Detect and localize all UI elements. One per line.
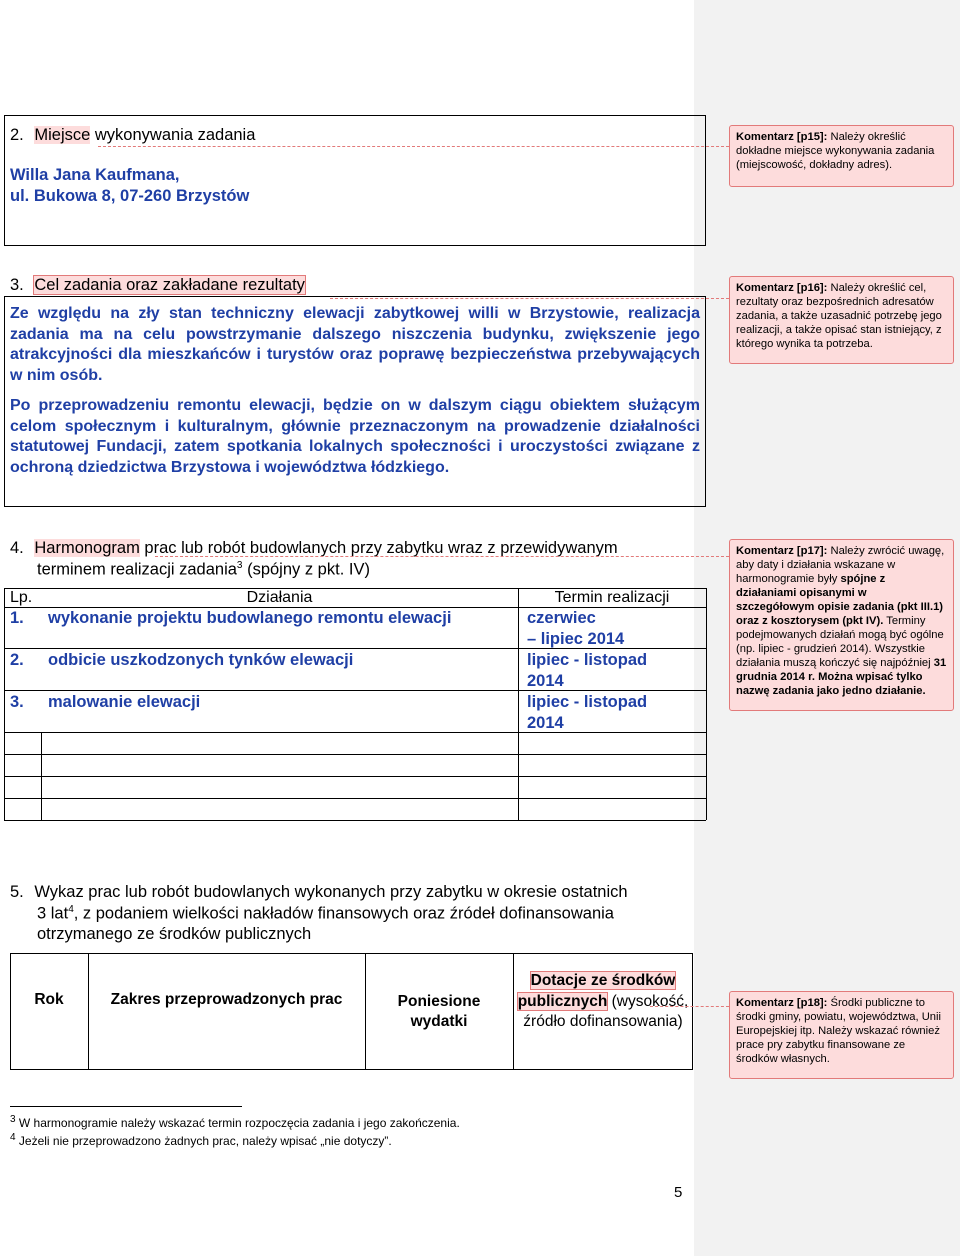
comment16-connector	[330, 298, 729, 299]
comment18-text: Środki publiczne to środki gminy, powiatu, województwa, Unii Europejskiej itp. Należy wskazać również prace pry zabytku finansowane ze środków własnych.	[736, 997, 941, 1065]
comment17-bold-1: spójne z działaniami opisanymi w szczegółowym opisie zadania (pkt III.1) oraz z kosztorysem (pkt IV).	[736, 573, 944, 627]
harm-table-line	[4, 588, 5, 820]
works-header-zakres: Zakres przeprowadzonych prac	[110, 991, 343, 1008]
footnote-3-text: W harmonogramie należy wskazać termin rozpoczęcia zadania i jego zakończenia.	[15, 1116, 460, 1130]
works-header-poniesione-2: wydatki	[410, 1013, 468, 1030]
works-table-line	[513, 953, 514, 1070]
harm-table-line	[4, 776, 706, 777]
section5-line1: Wykaz prac lub robót budowlanych wykonanych przy zabytku w okresie ostatnich	[34, 883, 628, 901]
section5-number: 5.	[10, 883, 24, 901]
harm-row-2-action: odbicie uszkodzonych tynków elewacji	[48, 651, 354, 669]
harm-table-line	[4, 732, 706, 733]
harm-row-2-term2: 2014	[527, 672, 564, 690]
section4-title-rest: prac lub robót budowlanych przy zabytku wraz z przewidywanym	[139, 539, 618, 557]
comment17-text-2: Terminy podejmowanych działań mogą być ogólne (np. lipiec - grudzień 2014). Wszystkie działania muszą kończyć się najpóźniej	[736, 615, 944, 669]
section3-paragraph-1: Ze względu na zły stan techniczny elewacji zabytkowej willi w Brzystowie, realizacja zadania ma na celu powstrzymanie dalszego niszczenia budynku, zwiększenie jego atrakcyjności dla mieszkańców i turystów oraz poprawę bezpieczeństwa przebywających w nim osób.	[10, 305, 700, 384]
comment15-connector	[98, 146, 729, 147]
comment17-connector	[155, 556, 729, 557]
section3-title: Cel zadania oraz zakładane rezultaty	[34, 276, 305, 294]
harm-row-2-term1: lipiec - listopad	[527, 651, 648, 669]
section4-title-line2	[37, 560, 370, 580]
section2-title	[10, 126, 255, 145]
comment18-tag: Komentarz [p18]:	[736, 997, 828, 1009]
harm-row-3-action: malowanie elewacji	[48, 693, 201, 711]
footnote-3	[10, 1112, 460, 1131]
section3-number: 3.	[10, 276, 24, 294]
comment15-text: Należy określić dokładne miejsce wykonywania zadania (miejscowość, dokładny adres).	[736, 131, 935, 171]
comment-p16[interactable]	[729, 276, 954, 364]
harm-table-line	[4, 754, 706, 755]
section5-title-line2	[37, 904, 614, 924]
section2-number: 2.	[10, 126, 24, 144]
footnote-3-num: 3	[10, 1114, 16, 1125]
harm-table-line	[4, 798, 706, 799]
section5-line2b: , z podaniem wielkości nakładów finansowych oraz źródeł dofinansowania	[73, 904, 614, 923]
section4-title-tail: (spójny z pkt. IV)	[242, 560, 370, 579]
section3-title-row	[10, 276, 305, 295]
footnote-ref-4: 4	[68, 904, 74, 915]
section2-place-line1: Willa Jana Kaufmana,	[10, 166, 180, 184]
comment-p17[interactable]	[729, 539, 954, 711]
works-header-dotacje-bold: Dotacje ze środków publicznych	[517, 972, 676, 1010]
works-header-poniesione	[365, 992, 513, 1032]
harm-row-3-lp: 3.	[10, 693, 24, 711]
page-number: 5	[674, 1184, 683, 1201]
section4-title-line2-text: terminem realizacji zadania	[37, 560, 237, 579]
harm-table-line	[41, 732, 42, 820]
footnote-separator	[10, 1106, 242, 1107]
works-header-poniesione-1: Poniesione	[397, 993, 481, 1010]
footnote-4-num: 4	[10, 1132, 16, 1143]
footnote-4-text: Jeżeli nie przeprowadzono żadnych prac, należy wpisać „nie dotyczy”.	[15, 1134, 392, 1148]
works-header-rok: Rok	[34, 991, 64, 1008]
harm-table-line	[4, 607, 706, 608]
section5-title-line3: otrzymanego ze środków publicznych	[37, 925, 312, 943]
works-header-dotacje	[517, 971, 689, 1033]
section5-title-line1	[10, 883, 628, 902]
comment17-text-1: Należy zwrócić uwagę, aby daty i działania wskazane w harmonogramie były	[736, 545, 945, 585]
harm-header-termin: Termin realizacji	[554, 589, 670, 606]
harm-row-1-action: wykonanie projektu budowlanego remontu elewacji	[48, 609, 452, 627]
comment17-tag: Komentarz [p17]:	[736, 545, 828, 557]
harm-row-3-term2: 2014	[527, 714, 564, 732]
comment16-text: Należy określić cel, rezultaty oraz bezpośrednich adresatów zadania, a także uzasadnić potrzebę jego realizacji, a także opisać stan istniejący, z którego wynika ta potrzeba.	[736, 282, 942, 350]
section5-line2a: 3 lat	[37, 904, 69, 923]
works-header-dotacje-rest: (wysokość, źródło dofinansowania)	[523, 992, 689, 1030]
comment-p18[interactable]	[729, 991, 954, 1079]
harm-header-lp: Lp.	[10, 589, 33, 606]
harm-row-1-lp: 1.	[10, 609, 24, 627]
harm-table-line	[706, 588, 707, 820]
harm-table-line	[4, 820, 706, 821]
section2-title-highlight: Miejsce	[34, 126, 91, 144]
harm-table-line	[4, 690, 706, 691]
harm-row-2-lp: 2.	[10, 651, 24, 669]
comment17-bold-2: 31 grudnia 2014 r. Można wpisać tylko nazwę zadania jako jedno działanie.	[736, 657, 947, 697]
harm-row-1-term2: – lipiec 2014	[527, 630, 625, 648]
harm-table-line	[518, 588, 519, 820]
section2-place-line2: ul. Bukowa 8, 07-260 Brzystów	[10, 187, 250, 205]
footnote-4	[10, 1130, 392, 1149]
works-table-line	[88, 953, 89, 1070]
footnote-ref-3: 3	[236, 560, 243, 571]
section2-title-rest: wykonywania zadania	[90, 126, 256, 144]
comment-p15[interactable]	[729, 125, 954, 187]
section4-number: 4.	[10, 539, 24, 557]
harm-row-1-term1: czerwiec	[527, 609, 596, 627]
comment18-connector	[650, 1006, 729, 1007]
comment16-tag: Komentarz [p16]:	[736, 282, 828, 294]
section3-paragraph-2: Po przeprowadzeniu remontu elewacji, będzie on w dalszym ciągu obiektem służącym celom społecznym i kulturalnym, głównie przeznaczonym na prowadzenie działalności statutowej Fundacji, zatem spotkania lokalnych społeczności i uroczystości związane z ochroną dziedzictwa Brzystowa i województwa łódzkiego.	[10, 397, 700, 476]
comment15-tag: Komentarz [p15]:	[736, 131, 828, 143]
harm-header-dzialania: Działania	[246, 589, 313, 606]
harm-row-3-term1: lipiec - listopad	[527, 693, 648, 711]
section4-title-highlight: Harmonogram	[34, 539, 140, 557]
